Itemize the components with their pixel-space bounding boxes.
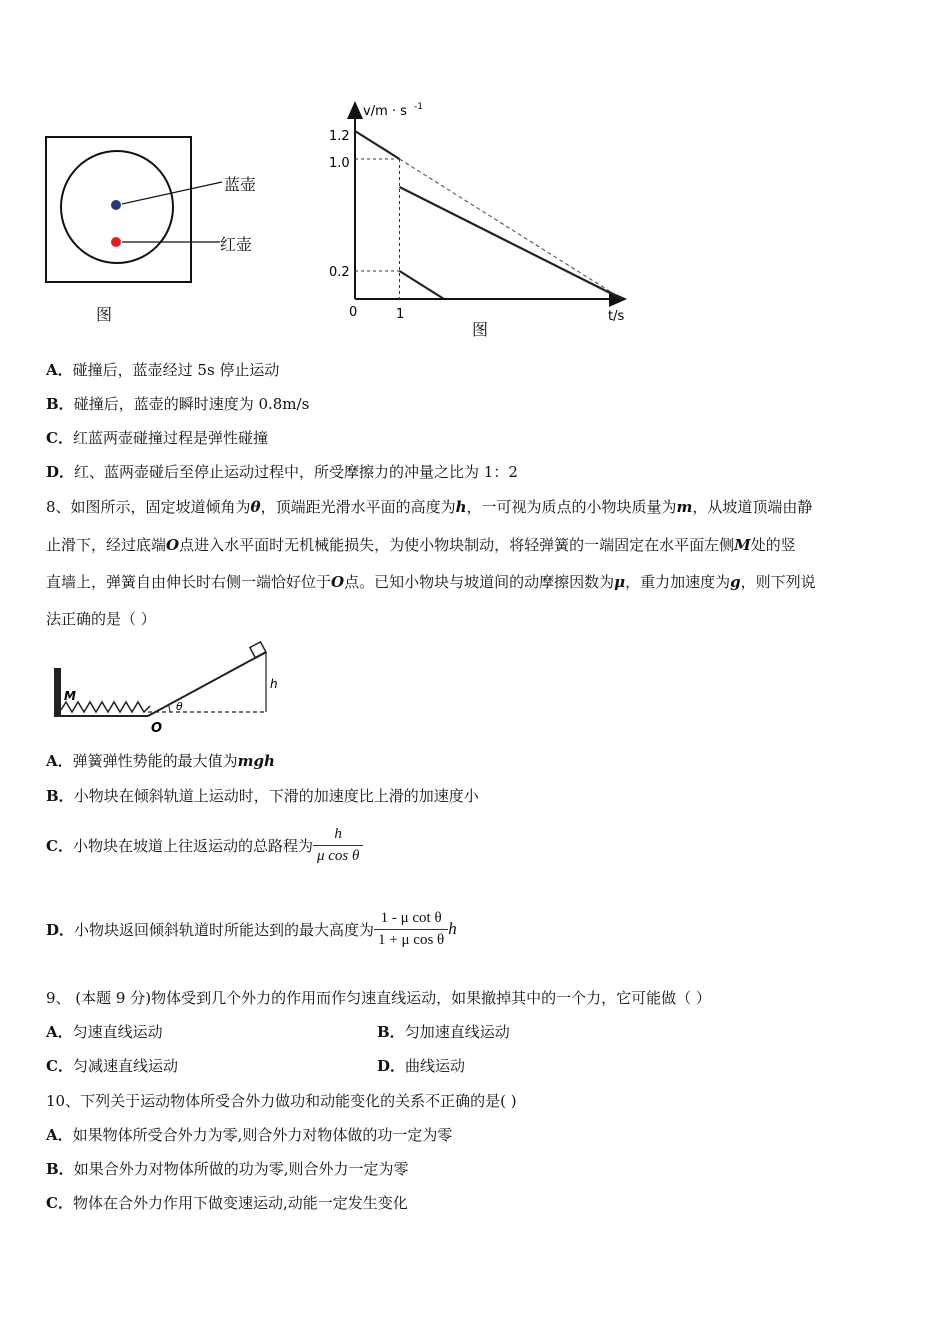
option-text: 碰撞后，蓝壶的瞬时速度为 0.8m/s [73, 395, 310, 413]
y-tick-label-1-0: 1.0 [329, 156, 350, 171]
incline [148, 652, 266, 716]
q7-option-a[interactable] [46, 360, 279, 380]
origin-label: 0 [349, 305, 358, 320]
x-tick-label-1: 1 [396, 307, 405, 322]
wall [54, 668, 61, 716]
option-label: A． [46, 361, 73, 379]
series-line-2 [400, 187, 623, 299]
figure1-caption: 图 [96, 305, 113, 324]
fraction-d: $\frac{\text{1 - μ cot θ}}{\text{1 + μ cos θ}}$ [374, 910, 448, 949]
q8-stem-line-4: 法正确的是（ ） [46, 610, 156, 628]
option-label: D． [46, 463, 75, 481]
q10-option-c[interactable]: C．物体在合外力作用下做变速运动,动能一定发生变化 [46, 1194, 408, 1212]
fig-label-O: O [151, 721, 163, 735]
series-line-0 [355, 131, 400, 159]
spring [61, 702, 150, 712]
option-text: 红蓝两壶碰撞过程是弹性碰撞 [72, 429, 268, 447]
blue-stone-label: 蓝壶 [224, 175, 257, 194]
q8-option-b[interactable]: B．小物块在倾斜轨道上运动时，下滑的加速度比上滑的加速度小 [46, 787, 479, 805]
figure-curling-house [40, 130, 280, 330]
q9-option-c[interactable]: C．匀减速直线运动 [46, 1057, 178, 1075]
x-axis-label: t/s [608, 309, 625, 324]
q8-stem-line-3: 直墙上，弹簧自由伸长时右侧一端恰好位于O点。已知小物块与坡道间的动摩擦因数为μ，重力加速度为g，则下列说 [46, 573, 816, 591]
vt-graph-svg [320, 95, 640, 340]
q10-option-a[interactable]: A．如果物体所受合外力为零,则合外力对物体做的功一定为零 [46, 1126, 453, 1144]
series-line-1 [400, 159, 623, 299]
q7-option-b[interactable] [46, 394, 309, 414]
q8-stem-line-2: 止滑下，经过底端O点进入水平面时无机械能损失，为使小物块制动，将轻弹簧的一端固定在水平面左侧M处的竖 [46, 536, 796, 554]
q8-option-d[interactable]: D． 小物块返回倾斜轨道时所能达到的最大高度为 $\frac{\text{1 - μ cot θ}}{\text{1 + μ cos θ}}$ h [46, 909, 457, 948]
q9-option-a[interactable]: A．匀速直线运动 [46, 1023, 163, 1041]
q10-stem: 10、下列关于运动物体所受合外力做功和动能变化的关系不正确的是( ) [46, 1092, 517, 1110]
q10-option-b[interactable]: B．如果合外力对物体所做的功为零,则合外力一定为零 [46, 1160, 409, 1178]
figure-incline-spring [48, 640, 288, 735]
q8-option-c[interactable]: C． 小物块在坡道上往返运动的总路程为 $\frac{h}{\text{μ cos θ}}$ [46, 822, 363, 868]
series-line-3 [400, 271, 445, 299]
option-label: C． [46, 429, 73, 447]
fig-label-theta: θ [176, 700, 183, 713]
q9-stem: 9、 (本题 9 分)物体受到几个外力的作用而作匀速直线运动，如果撤掉其中的一个力，它可能做（ ） [46, 989, 711, 1007]
y-axis-label: v/m · s [363, 104, 407, 119]
q8-option-a[interactable]: A．弹簧弹性势能的最大值为mgh [46, 752, 275, 770]
q7-option-d[interactable] [46, 462, 518, 482]
q9-option-b[interactable]: B．匀加速直线运动 [377, 1023, 510, 1041]
figure2-caption: 图 [472, 320, 489, 339]
house-frame [46, 137, 191, 282]
option-text: 碰撞后，蓝壶经过 5s 停止运动 [72, 361, 280, 379]
blue-stone-dot [111, 200, 121, 210]
incline-spring-diagram [48, 640, 288, 735]
fig-label-h: h [270, 677, 278, 691]
q7-option-c[interactable] [46, 428, 268, 448]
red-stone-dot [111, 237, 121, 247]
option-text: 红、蓝两壶碰后至停止运动过程中，所受摩擦力的冲量之比为 1：2 [74, 463, 518, 481]
y-tick-label-1-2: 1.2 [329, 129, 350, 144]
option-label: B． [46, 395, 74, 413]
fig-label-M: M [64, 689, 76, 703]
curling-house-diagram [40, 130, 280, 330]
y-tick-label-0-2: 0.2 [329, 265, 350, 280]
red-stone-label: 红壶 [220, 235, 253, 254]
figure-vt-graph [320, 95, 640, 340]
q9-option-d[interactable]: D．曲线运动 [377, 1057, 466, 1075]
q8-stem-line-1: 8、如图所示，固定坡道倾角为θ，顶端距光滑水平面的高度为h，一可视为质点的小物块质量为m，从坡道顶端由静 [46, 498, 813, 516]
fraction-c: $\frac{h}{\text{μ cos θ}}$ [313, 826, 363, 865]
y-axis-exponent: -1 [414, 102, 423, 112]
